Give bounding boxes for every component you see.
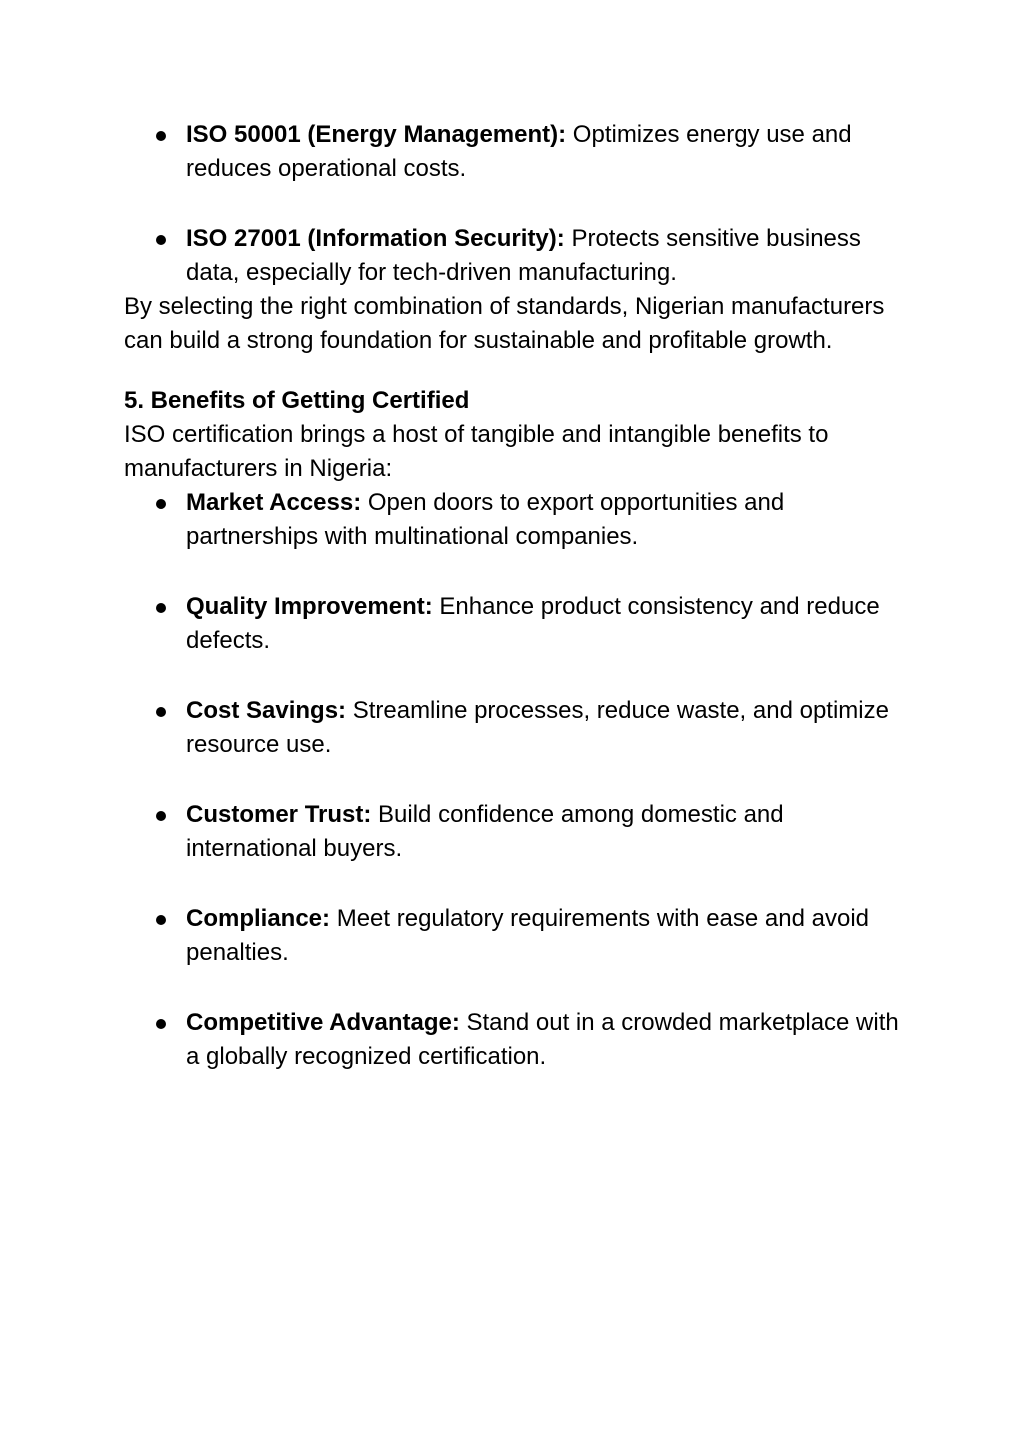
list-item [124,590,904,658]
list-item-description: Build confidence among domestic and international buyers. [186,801,784,862]
benefits-list [124,486,904,1074]
page-content [124,118,904,1074]
list-item-term: Cost Savings: [186,697,347,724]
list-item-description: Optimizes energy use and reduces operational costs. [186,121,852,182]
list-item-term: Customer Trust: [186,801,372,828]
list-item-description: Protects sensitive business data, especially for tech-driven manufacturing. [186,225,861,286]
section-intro-paragraph: ISO certification brings a host of tangible and intangible benefits to manufacturers in Nigeria: [124,421,829,482]
list-item-term: Compliance: [186,905,331,932]
list-item-term: ISO 50001 (Energy Management): [186,121,567,148]
bullet-icon [156,811,166,821]
list-item-description: Open doors to export opportunities and partnerships with multinational companies. [186,489,785,550]
list-item [124,118,904,186]
list-item [124,798,904,866]
bullet-icon [156,1019,166,1029]
list-item-description: Enhance product consistency and reduce defects. [186,593,880,654]
list-item [124,902,904,970]
bullet-icon [156,499,166,509]
list-item-term: Competitive Advantage: [186,1009,460,1036]
list-item-description: Stand out in a crowded marketplace with a globally recognized certification. [186,1009,899,1070]
list-item-term: ISO 27001 (Information Security): [186,225,565,252]
list-item [124,486,904,554]
bullet-icon [156,915,166,925]
bullet-icon [156,707,166,717]
bullet-icon [156,235,166,245]
list-item-term: Market Access: [186,489,362,516]
list-item [124,222,904,290]
bullet-icon [156,131,166,141]
list-item-term: Quality Improvement: [186,593,433,620]
list-item [124,694,904,762]
list-item [124,1006,904,1074]
iso-standards-list [124,118,904,290]
bullet-icon [156,603,166,613]
list-item-description: Meet regulatory requirements with ease and avoid penalties. [186,905,869,966]
list-item-description: Streamline processes, reduce waste, and optimize resource use. [186,697,889,758]
summary-paragraph: By selecting the right combination of standards, Nigerian manufacturers can build a strong foundation for sustainable and profitable growth. [124,293,885,354]
section-heading: 5. Benefits of Getting Certified [124,387,470,414]
